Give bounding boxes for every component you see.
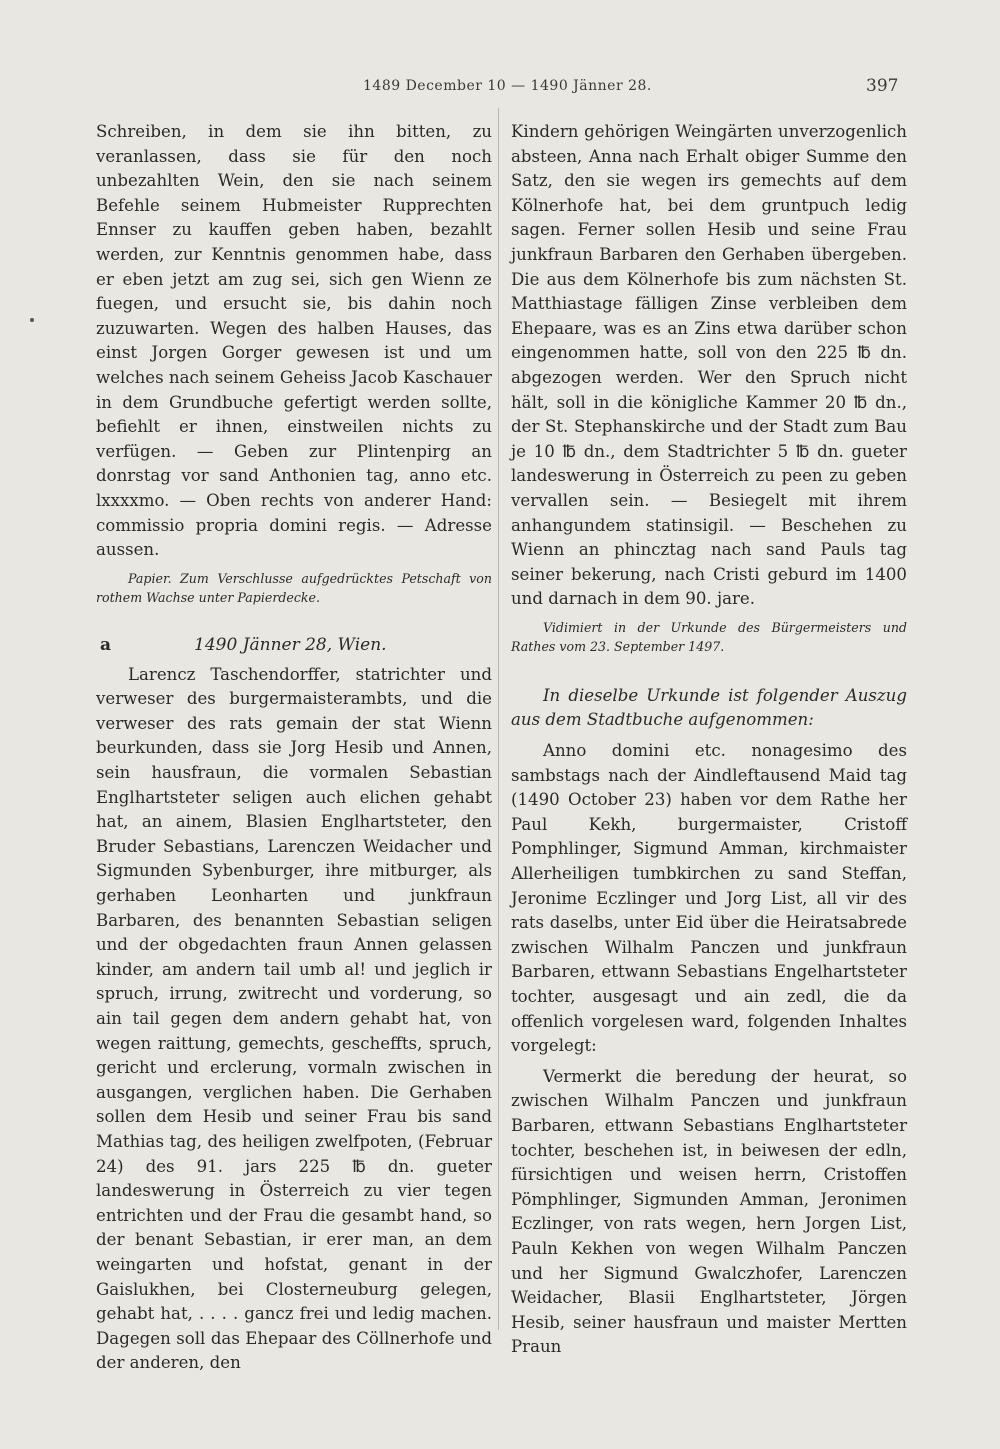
- column-rule: [498, 108, 499, 1330]
- right-paragraph-3: Anno domini etc. nonagesimo des sambstags nach der Aindleftausend Maid tag (1490 October 23) haben vor dem Rathe her Paul Kekh, burgermaister, Cristoff Pomphlinger, Sigmund Amman, kirchmaister Allerheiligen tumbkirchen zu sand Steffan, Jeronime Eczlinger und Jorg List, all vir des rats daselbs, unter Eid über die Heiratsabrede zwischen Wilhalm Panczen und junkfraun Barbaren, ettwann Sebastians Engelhartsteter tochter, ausgesagt und ain zedl, die da offenlich vorgelesen ward, folgenden Inhaltes vorgelegt:: [511, 741, 907, 1056]
- right-paragraph-1: Kindern gehörigen Weingärten unverzogenlich absteen, Anna nach Erhalt obiger Summe den Satz, den sie wegen irs gemechts auf dem Kölnerhofe hat, bei dem gruntpuch ledig sagen. Ferner sollen Hesib und seine Frau junkfraun Barbaren den Gerhaben übergeben. Die aus dem Kölnerhofe bis zum nächsten St. Matthiastage fälligen Zinse verbleiben dem Ehepaare, was es an Zins etwa darüber schon eingenommen hatte, soll von den 225 ℔ dn. abgezogen werden. Wer den Spruch nicht hält, soll in die königliche Kammer 20 ℔ dn., der St. Stephanskirche und der Stadt zum Bau je 10 ℔ dn., dem Stadtrichter 5 ℔ dn. gueter landeswerung in Österreich zu peen zu geben vervallen sein. — Besiegelt mit ihrem anhangundem statinsigil. — Beschehen zu Wienn an phincztag nach sand Pauls tag seiner bekerung, nach Cristi geburd im 1400 und darnach in dem 90. jare.: [511, 122, 907, 609]
- right-paragraph-intro: In dieselbe Urkunde ist folgender Auszug aus dem Stadtbuche aufgenommen:: [511, 685, 907, 730]
- left-column: [96, 120, 492, 1376]
- left-paragraph-2: Larencz Taschendorffer, statrichter und verweser des burgermaisterambts, und die verweser des rats gemain der stat Wienn beurkunden, dass sie Jorg Hesib und Annen, sein hausfraun, die vormalen Sebastian Englhartsteter seligen auch elichen gehabt hat, an ainem, Blasien Englhartsteter, den Bruder Sebastians, Larenczen Weidacher und Sigmunden Sybenburger, ihre mitburger, als gerhaben Leonharten und junkfraun Barbaren, des benannten Sebastian seligen und der obgedachten fraun Annen gelassen kinder, am andern tail umb al! und jeglich ir spruch, irrung, zwitrecht und vorderung, so ain tail gegen dem andern gehabt hat, von wegen raittung, gemechts, gescheffts, spruch, gericht und erclerung, vormaln zwischen in ausgangen, verglichen haben. Die Gerhaben sollen dem Hesib und seiner Frau bis sand Mathias tag, des heiligen zwelfpoten, (Februar 24) des 91. jars 225 ℔ dn. gueter landeswerung in Österreich zu vier tegen entrichten und der Frau die gesambt hand, so der benant Sebastian, ir erer man, an dem weingarten und hofstat, genant in der Gaislukhen, bei Closterneuburg gelegen, gehabt hat, . . . . gancz frei und ledig machen. Dagegen soll das Ehepaar des Cöllnerhofe und der anderen, den: [96, 664, 492, 1373]
- right-column: [511, 120, 907, 1360]
- margin-mark: [30, 318, 34, 322]
- entry-date: 1490 Jänner 28, Wien.: [194, 634, 387, 655]
- left-paragraph-1: Schreiben, in dem sie ihn bitten, zu veranlassen, dass sie für den noch unbezahlten Wein, den sie nach seinem Befehle seinem Hubmeister Rupprechten Ennser zu kauffen geben haben, bezahlt werden, zur Kenntnis genommen habe, dass er eben jetzt am zug sei, sich gen Wienn ze fuegen, und ersucht sie, bis dahin noch zuzuwarten. Wegen des halben Hauses, das einst Jorgen Gorger gewesen ist und um welches nach seinem Geheiss Jacob Kaschauer in dem Grundbuche gefertigt werden sollte, befiehlt er ihnen, einstweilen nichts zu verfügen. — Geben zur Plintenpirg an donrstag vor sand Anthonien tag, anno etc. lxxxxmo. — Oben rechts von anderer Hand: commissio propria domini regis. — Adresse aussen.: [96, 122, 492, 560]
- entry-letter: a: [100, 634, 112, 655]
- right-paragraph-4: Vermerkt die beredung der heurat, so zwischen Wilhalm Panczen und junkfraun Barbaren, ettwann Sebastians Englhartsteter tochter, beschehen ist, in beiwesen der edln, fürsichtigen und weisen herrn, Cristoffen Pömphlinger, Sigmunden Amman, Jeronimen Eczlinger, von rats wegen, hern Jorgen List, Pauln Kekhen von wegen Wilhalm Panczen und her Sigmund Gwalczhofer, Larenczen Weidacher, Blasii Englhartsteter, Jörgen Hesib, seiner hausfraun und maister Mertten Praun: [511, 1066, 907, 1357]
- running-header: 1489 December 10 — 1490 Jänner 28.: [363, 78, 652, 94]
- page-number: 397: [866, 76, 899, 96]
- right-footnote: Vidimiert in der Urkunde des Bürgermeisters und Rathes vom 23. September 1497.: [511, 619, 907, 654]
- left-footnote: Papier. Zum Verschlusse aufgedrücktes Petschaft von rothem Wachse unter Papierdecke.: [96, 570, 492, 605]
- entry-heading: [96, 633, 492, 659]
